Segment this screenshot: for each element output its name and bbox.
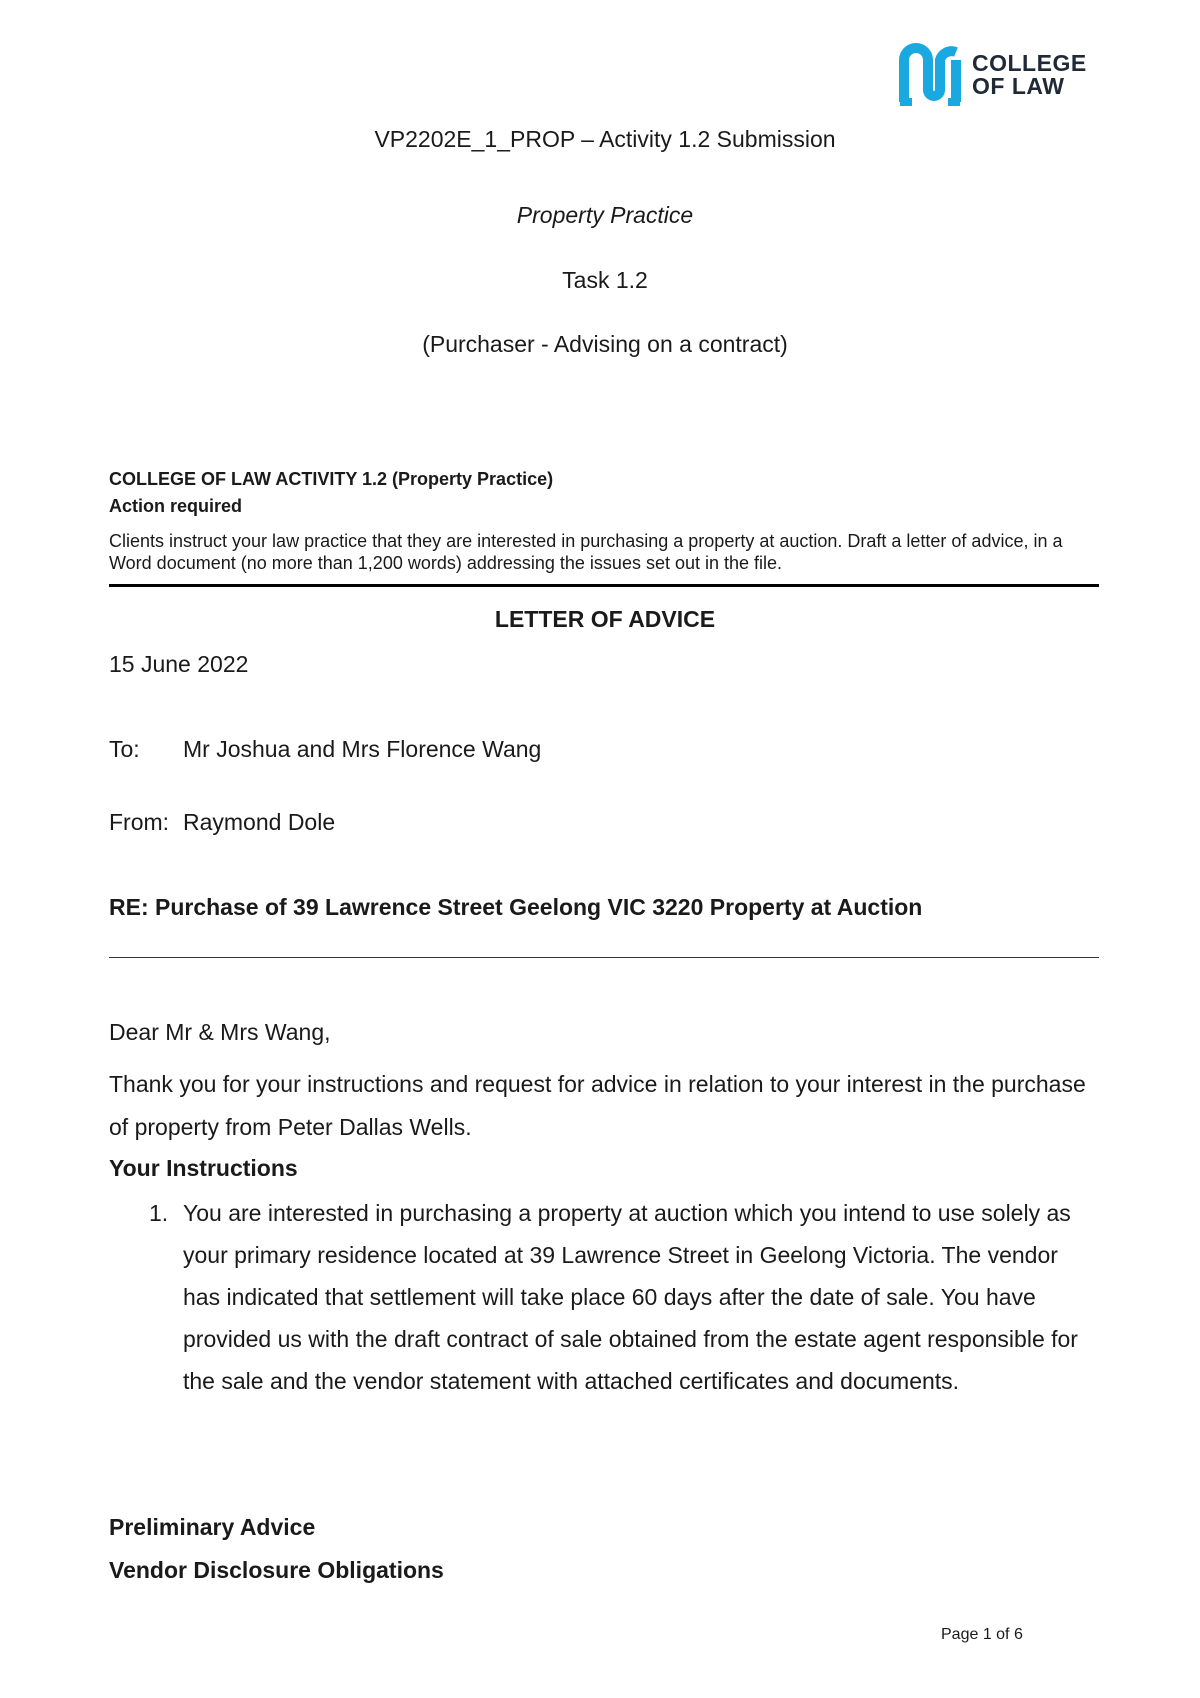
logo-line-1: COLLEGE: [972, 50, 1087, 76]
instructions-heading: Your Instructions: [109, 1155, 298, 1181]
list-item-text: You are interested in purchasing a property at auction which you intend to use solely as your primary residence located at 39 Lawrence Street in Geelong Victoria. The vendor has indicated that settlement will take place 60 days after the date of sale. You have provided us with the draft contract of sale obtained from the estate agent responsible for the sale and the vendor statement with attached certificates and documents.: [183, 1200, 1078, 1394]
logo-line-2: OF LAW: [972, 73, 1065, 99]
list-item-number: 1.: [149, 1200, 169, 1226]
document-subtitle: Property Practice: [516, 202, 694, 228]
role-label: (Purchaser - Advising on a contract): [422, 331, 788, 357]
activity-box: [109, 466, 1099, 574]
instructions-list: [109, 1192, 1099, 1402]
vendor-disclosure-heading: Vendor Disclosure Obligations: [109, 1557, 444, 1583]
re-underline: [109, 957, 1099, 958]
from-label: From:: [109, 809, 170, 835]
activity-instruction: Clients instruct your law practice that they are interested in purchasing a property at auction. Draft a letter of advice, in a Word document (no more than 1,200 words) addressing the issues set out in the file.: [109, 531, 1063, 573]
section-divider: [109, 584, 1099, 587]
college-of-law-logo: [898, 42, 1087, 108]
document-title: VP2202E_1_PROP – Activity 1.2 Submission: [374, 126, 836, 152]
re-line: RE: Purchase of 39 Lawrence Street Geelong VIC 3220 Property at Auction: [109, 894, 923, 920]
to-recipient: Mr Joshua and Mrs Florence Wang: [183, 736, 542, 762]
letter-heading: LETTER OF ADVICE: [494, 606, 716, 632]
salutation: Dear Mr & Mrs Wang,: [109, 1019, 331, 1045]
task-label: Task 1.2: [562, 267, 648, 293]
from-sender: Raymond Dole: [183, 809, 336, 835]
to-label: To:: [109, 736, 140, 762]
logo-wordmark: [972, 52, 1087, 98]
page-number: Page 1 of 6: [941, 1626, 1023, 1643]
letter-date: 15 June 2022: [109, 651, 249, 677]
college-of-law-logo-icon: [898, 42, 962, 108]
intro-paragraph: Thank you for your instructions and request for advice in relation to your interest in the purchase of property from Peter Dallas Wells.: [109, 1071, 1086, 1140]
preliminary-advice-heading: Preliminary Advice: [109, 1514, 316, 1540]
action-required: Action required: [109, 496, 243, 516]
activity-heading: COLLEGE OF LAW ACTIVITY 1.2 (Property Practice): [109, 469, 554, 489]
list-item: [109, 1192, 1099, 1402]
